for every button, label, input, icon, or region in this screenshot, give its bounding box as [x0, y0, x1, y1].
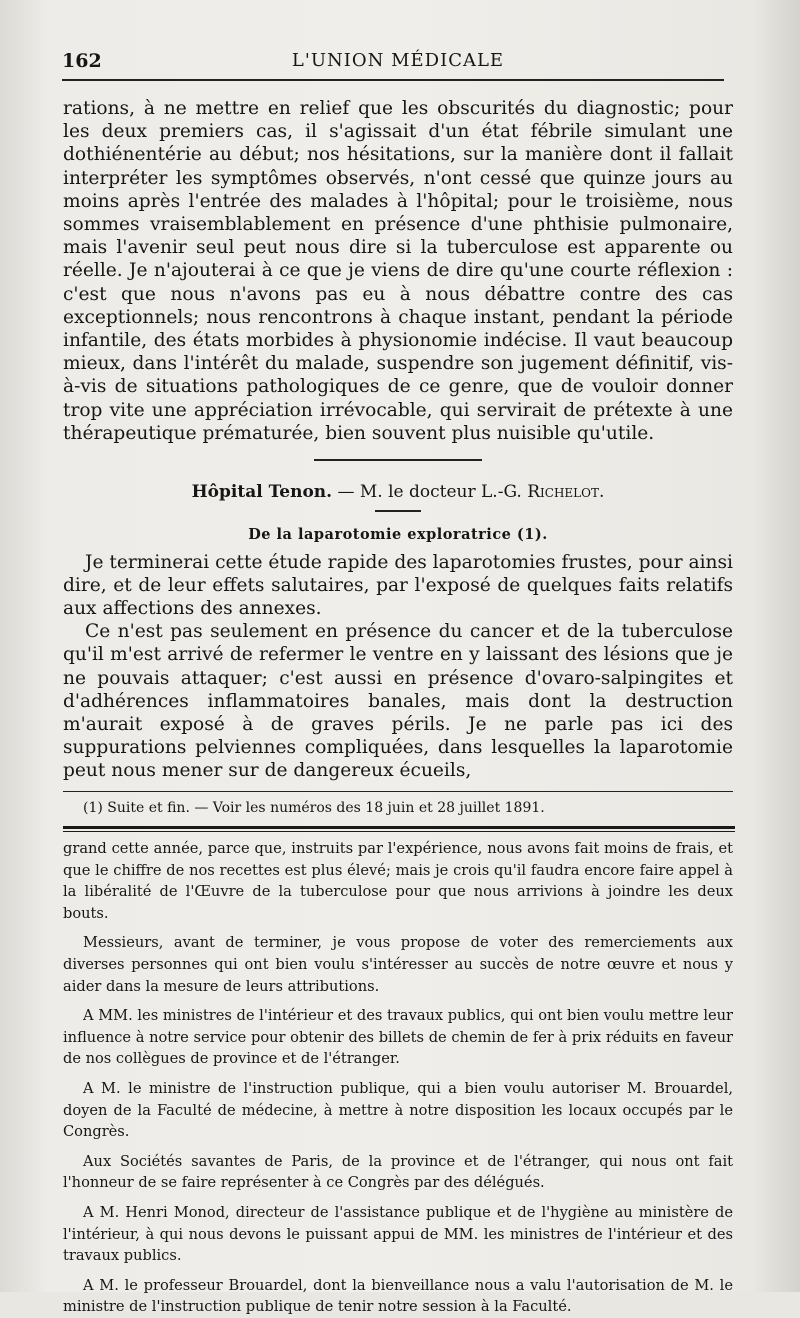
lower-paragraph: A MM. les ministres de l'intérieur et des travaux publics, qui ont bien voulu mettre leur influence à notre service pour obtenir des billets de chemin de fer à prix réduits en faveur de nos collègues de province et de l'étranger.: [63, 1007, 733, 1068]
page-body: [63, 97, 733, 1318]
hospital-name: Hôpital Tenon.: [191, 481, 333, 502]
lower-paragraph: Messieurs, avant de terminer, je vous propose de voter des remerciements aux diverses personnes qui ont bien voulu s'intéresser au succès de notre œuvre et nous y aider dans la mesure de leurs attributions.: [63, 934, 733, 995]
lower-paragraph: A M. le ministre de l'instruction publique, qui a bien voulu autoriser M. Brouardel, doyen de la Faculté de médecine, à mettre à notre disposition les locaux occupés par le Congrès.: [63, 1080, 733, 1141]
hospital-heading: [63, 481, 733, 503]
section-divider: [314, 459, 482, 461]
lower-section: [63, 838, 733, 1318]
continuation-paragraph: rations, à ne mettre en relief que les obscurités du diagnostic; pour les deux premiers cas, il s'agissait d'un état fébrile simulant une dothiénentérie au début; nos hésitations, sur la manière dont il fallait interpréter les symptômes observés, n'ont cessé que quinze jours au moins après l'entrée des malades à l'hôpital; pour le troisième, nous sommes vraisemblablement en présence d'une phthisie pulmonaire, mais l'avenir seul peut nous dire si la tuberculose est apparente ou réelle. Je n'ajouterai à ce que je viens de dire qu'une courte réflexion : c'est que nous n'avons pas eu à nous débattre contre des cas exceptionnels; nous rencontrons à chaque instant, pendant la période infantile, des états morbides à physionomie indécise. Il vaut beaucoup mieux, dans l'intérêt du malade, suspendre son jugement définitif, vis-à-vis de situations pathologiques de ce genre, que de vouloir donner trop vite une appréciation irrévocable, qui servirait de prétexte à une thérapeutique prématurée, bien souvent plus nuisible qu'utile.: [63, 98, 733, 444]
article-title: De la laparotomie exploratrice (1).: [248, 525, 548, 543]
page-header: [62, 46, 734, 76]
footnote: (1) Suite et fin. — Voir les numéros des 18 juin et 28 juillet 1891.: [83, 800, 545, 817]
lower-paragraph: Aux Sociétés savantes de Paris, de la province et de l'étranger, qui nous ont fait l'honneur de se faire représenter à ce Congrès par des délégués.: [63, 1152, 733, 1192]
doctor-name: Richelot.: [527, 481, 605, 502]
section-separator: [63, 826, 735, 832]
lower-opening-paragraph: grand cette année, parce que, instruits par l'expérience, nous avons fait moins de frais, et que le chiffre de nos recettes est plus élevé; mais je crois qu'il faudra encore faire appel à la libéralité de l'Œuvre de la tuberculose pour que nous arrivions à joindre les deux bouts.: [63, 840, 733, 922]
page-number: 162: [62, 50, 102, 72]
heading-divider: [375, 510, 421, 512]
article-paragraph-1: Je terminerai cette étude rapide des laparotomies frustes, pour ainsi dire, et de leur effets salutaires, par l'exposé de quelques faits relatifs aux affections des annexes.: [63, 551, 733, 619]
footnote-rule: [63, 791, 733, 793]
lower-paragraph: A M. le professeur Brouardel, dont la bienveillance nous a valu l'autorisation de M. le ministre de l'instruction publique de tenir notre session à la Faculté.: [63, 1276, 733, 1316]
lower-paragraph: A M. Henri Monod, directeur de l'assistance publique et de l'hygiène au ministère de l'intérieur, à qui nous devons le puissant appui de MM. les ministres de l'intérieur et des travaux publics.: [63, 1203, 733, 1265]
heading-dash: — M. le docteur L.-G.: [332, 481, 528, 502]
header-rule: [62, 79, 724, 81]
article-paragraph-2: Ce n'est pas seulement en présence du cancer et de la tuberculose qu'il m'est arrivé de refermer le ventre en y laissant des lésions que je ne pouvais attaquer; c'est aussi en présence d'ovaro-salpingites et d'adhérences inflammatoires banales, mais dont la destruction m'aurait exposé à de graves périls. Je ne parle pas ici des suppurations pelviennes compliquées, dans lesquelles la laparotomie peut nous mener sur de dangereux écueils,: [63, 621, 733, 782]
running-title: L'UNION MÉDICALE: [291, 50, 505, 71]
